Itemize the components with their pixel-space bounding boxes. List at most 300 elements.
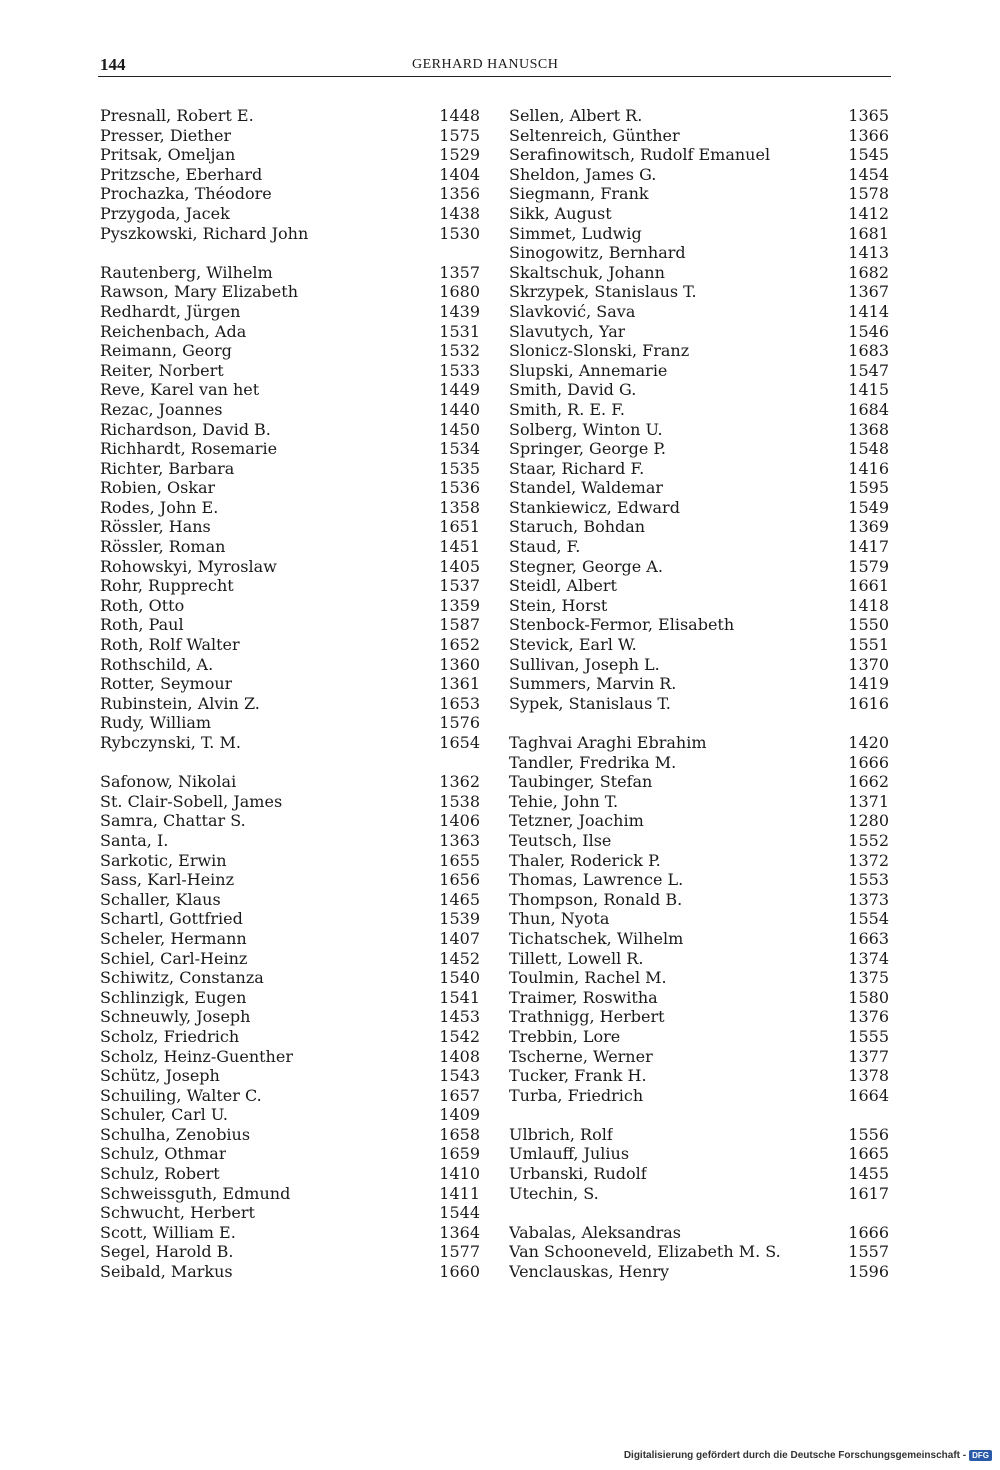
- entry-number: 1681: [848, 223, 889, 243]
- index-entry: [100, 439, 480, 459]
- index-entry: [100, 498, 480, 518]
- index-entry: [100, 537, 480, 557]
- entry-name: Sellen, Albert R.: [509, 106, 643, 125]
- index-entry: [509, 576, 889, 596]
- entry-number: 1557: [848, 1242, 889, 1262]
- entry-name: Richter, Barbara: [100, 458, 235, 478]
- entry-number: 1665: [848, 1144, 889, 1164]
- index-spacer: [509, 713, 889, 733]
- entry-number: 1546: [848, 321, 889, 341]
- index-entry: [509, 792, 889, 812]
- entry-number: 1413: [848, 243, 889, 263]
- entry-name: Solberg, Winton U.: [509, 419, 663, 439]
- index-entry: [100, 635, 480, 655]
- dfg-logo: DFG: [969, 1450, 992, 1461]
- footer-credit-text: Digitalisierung gefördert durch die Deutsche Forschungsgemeinschaft -: [623, 1450, 967, 1461]
- index-entry: [509, 145, 889, 165]
- entry-name: Schiwitz, Constanza: [100, 968, 264, 988]
- entry-name: Scholz, Friedrich: [100, 1026, 240, 1046]
- entry-number: 1680: [439, 282, 480, 302]
- entry-name: Robien, Oskar: [100, 478, 216, 498]
- entry-name: Schulha, Zenobius: [100, 1124, 251, 1144]
- entry-name: Rybczynski, T. M.: [100, 733, 241, 752]
- entry-name: Thaler, Roderick P.: [509, 850, 661, 870]
- entry-number: 1550: [848, 615, 889, 635]
- entry-name: Staruch, Bohdan: [509, 517, 646, 537]
- index-entry: [509, 615, 889, 635]
- entry-name: Rothschild, A.: [100, 654, 214, 674]
- entry-name: Slonicz-Slonski, Franz: [509, 341, 690, 361]
- entry-name: Rohr, Rupprecht: [100, 576, 234, 596]
- index-entry: [509, 282, 889, 302]
- index-entry: [100, 831, 480, 851]
- entry-number: 1587: [439, 615, 480, 635]
- entry-name: Venclauskas, Henry: [509, 1262, 670, 1282]
- entry-name: Umlauff, Julius: [509, 1144, 630, 1164]
- entry-name: Rössler, Roman: [100, 537, 226, 557]
- entry-number: 1666: [848, 1222, 889, 1242]
- entry-name: Richhardt, Rosemarie: [100, 439, 278, 459]
- entry-name: Summers, Marvin R.: [509, 674, 677, 694]
- index-entry: [509, 635, 889, 655]
- index-entry: [100, 282, 480, 302]
- index-entry: [100, 694, 480, 714]
- entry-name: Springer, George P.: [509, 439, 666, 459]
- entry-name: Sinogowitz, Bernhard: [509, 243, 686, 263]
- entry-number: 1654: [439, 733, 480, 752]
- entry-name: Schlinzigk, Eugen: [100, 987, 247, 1007]
- entry-number: 1663: [848, 928, 889, 948]
- entry-name: Vabalas, Aleksandras: [509, 1222, 681, 1242]
- index-entry: [100, 1105, 480, 1125]
- index-entry: [509, 1066, 889, 1086]
- index-entry: [509, 126, 889, 146]
- entry-number: 1375: [848, 968, 889, 988]
- entry-number: 1653: [439, 693, 480, 713]
- entry-number: 1575: [439, 125, 480, 145]
- index-entry: [509, 243, 889, 263]
- entry-name: Sypek, Stanislaus T.: [509, 693, 671, 713]
- entry-name: Santa, I.: [100, 830, 169, 850]
- entry-number: 1405: [439, 556, 480, 576]
- index-spacer: [100, 753, 480, 773]
- entry-number: 1364: [439, 1222, 480, 1242]
- index-entry: [100, 890, 480, 910]
- entry-name: Presnall, Robert E.: [100, 106, 254, 125]
- index-entry: [509, 851, 889, 871]
- index-entry: [100, 792, 480, 812]
- entry-number: 1551: [848, 635, 889, 655]
- entry-name: Simmet, Ludwig: [509, 223, 642, 243]
- entry-number: 1554: [848, 909, 889, 929]
- entry-number: 1374: [848, 948, 889, 968]
- entry-name: Traimer, Roswitha: [509, 987, 658, 1007]
- index-entry: [100, 1144, 480, 1164]
- entry-number: 1419: [848, 674, 889, 694]
- entry-name: Trebbin, Lore: [509, 1026, 621, 1046]
- entry-name: Samra, Chattar S.: [100, 811, 246, 831]
- entry-number: 1595: [848, 478, 889, 498]
- index-entry: [100, 811, 480, 831]
- entry-number: 1455: [848, 1164, 889, 1184]
- entry-number: 1366: [848, 125, 889, 145]
- entry-number: 1537: [439, 576, 480, 596]
- entry-name: Tetzner, Joachim: [509, 811, 644, 831]
- header-rule: [98, 76, 891, 77]
- entry-number: 1531: [439, 321, 480, 341]
- index-entry: [509, 1223, 889, 1243]
- index-entry: [509, 831, 889, 851]
- entry-number: 1363: [439, 830, 480, 850]
- entry-name: Slavutych, Yar: [509, 321, 626, 341]
- entry-number: 1451: [439, 537, 480, 557]
- entry-name: Teutsch, Ilse: [509, 830, 612, 850]
- entry-number: 1416: [848, 458, 889, 478]
- entry-name: Reichenbach, Ada: [100, 321, 247, 341]
- entry-number: 1410: [439, 1164, 480, 1184]
- entry-number: 1361: [439, 674, 480, 694]
- entry-number: 1367: [848, 282, 889, 302]
- index-spacer: [509, 1105, 889, 1125]
- entry-number: 1358: [439, 497, 480, 517]
- index-entry: [100, 1086, 480, 1106]
- entry-name: Rohowskyi, Myroslaw: [100, 556, 277, 576]
- index-entry: [100, 576, 480, 596]
- index-entry: [100, 1242, 480, 1262]
- entry-name: Redhardt, Jürgen: [100, 301, 241, 321]
- entry-number: 1368: [848, 419, 889, 439]
- entry-name: Roth, Paul: [100, 615, 184, 635]
- entry-number: 1580: [848, 987, 889, 1007]
- entry-name: Prochazka, Théodore: [100, 184, 272, 204]
- entry-name: Schartl, Gottfried: [100, 909, 243, 929]
- entry-name: Sheldon, James G.: [509, 164, 657, 184]
- entry-name: Van Schooneveld, Elizabeth M. S.: [509, 1242, 781, 1262]
- index-entry: [509, 1262, 889, 1282]
- entry-name: Rotter, Seymour: [100, 674, 233, 694]
- entry-number: 1370: [848, 654, 889, 674]
- index-entry: [509, 1184, 889, 1204]
- index-entry: [509, 811, 889, 831]
- entry-number: 1530: [439, 223, 480, 243]
- running-head: GERHARD HANUSCH: [412, 57, 559, 72]
- entry-name: Smith, R. E. F.: [509, 399, 625, 419]
- entry-name: Reimann, Georg: [100, 341, 232, 361]
- entry-number: 1596: [848, 1262, 889, 1282]
- entry-name: Schwucht, Herbert: [100, 1203, 255, 1223]
- entry-number: 1369: [848, 517, 889, 537]
- entry-name: Thompson, Ronald B.: [509, 889, 683, 909]
- entry-number: 1371: [848, 791, 889, 811]
- entry-number: 1544: [439, 1203, 480, 1223]
- entry-name: Roth, Otto: [100, 595, 185, 615]
- index-entry: [509, 870, 889, 890]
- entry-name: Thomas, Lawrence L.: [509, 870, 684, 890]
- entry-name: Rubinstein, Alvin Z.: [100, 693, 260, 713]
- index-entry: [509, 694, 889, 714]
- index-entry: [509, 1242, 889, 1262]
- entry-number: 1536: [439, 478, 480, 498]
- index-entry: [509, 1086, 889, 1106]
- entry-number: 1682: [848, 262, 889, 282]
- index-entry: [100, 106, 480, 126]
- index-entry: [100, 1066, 480, 1086]
- entry-number: 1542: [439, 1026, 480, 1046]
- entry-number: 1655: [439, 850, 480, 870]
- index-column-left: [100, 106, 480, 1282]
- entry-name: Roth, Rolf Walter: [100, 635, 240, 655]
- index-entry: [100, 988, 480, 1008]
- entry-name: Przygoda, Jacek: [100, 203, 230, 223]
- index-entry: [100, 1125, 480, 1145]
- entry-name: Rezac, Joannes: [100, 399, 223, 419]
- entry-number: 1411: [439, 1183, 480, 1203]
- index-entry: [509, 1047, 889, 1067]
- entry-number: 1404: [439, 164, 480, 184]
- index-entry: [100, 1203, 480, 1223]
- entry-number: 1579: [848, 556, 889, 576]
- index-entry: [509, 322, 889, 342]
- index-entry: [100, 968, 480, 988]
- entry-number: 1362: [439, 772, 480, 792]
- entry-name: Reve, Karel van het: [100, 380, 260, 400]
- entry-number: 1577: [439, 1242, 480, 1262]
- index-entry: [509, 1164, 889, 1184]
- entry-number: 1412: [848, 203, 889, 223]
- index-entry: [509, 341, 889, 361]
- entry-number: 1533: [439, 360, 480, 380]
- entry-number: 1409: [439, 1105, 480, 1125]
- entry-number: 1420: [848, 733, 889, 752]
- index-entry: [509, 968, 889, 988]
- entry-number: 1684: [848, 399, 889, 419]
- index-entry: [509, 420, 889, 440]
- entry-name: Slupski, Annemarie: [509, 360, 668, 380]
- index-entry: [509, 890, 889, 910]
- entry-name: Serafinowitsch, Rudolf Emanuel: [509, 145, 771, 165]
- index-entry: [100, 1047, 480, 1067]
- index-entry: [509, 949, 889, 969]
- index-entry: [100, 184, 480, 204]
- index-entry: [100, 380, 480, 400]
- entry-number: 1661: [848, 576, 889, 596]
- entry-name: Reiter, Norbert: [100, 360, 224, 380]
- index-entry: [100, 557, 480, 577]
- entry-name: Staar, Richard F.: [509, 458, 645, 478]
- index-entry: [100, 302, 480, 322]
- entry-name: Skaltschuk, Johann: [509, 262, 665, 282]
- entry-name: Taubinger, Stefan: [509, 772, 653, 792]
- entry-number: 1415: [848, 380, 889, 400]
- entry-name: Skrzypek, Stanislaus T.: [509, 282, 697, 302]
- entry-name: Schweissguth, Edmund: [100, 1183, 291, 1203]
- index-entry: [509, 478, 889, 498]
- entry-number: 1408: [439, 1046, 480, 1066]
- entry-number: 1450: [439, 419, 480, 439]
- index-entry: [509, 263, 889, 283]
- entry-name: Rodes, John E.: [100, 497, 219, 517]
- entry-name: Toulmin, Rachel M.: [509, 968, 667, 988]
- entry-name: Siegmann, Frank: [509, 184, 649, 204]
- index-entry: [100, 655, 480, 675]
- entry-number: 1465: [439, 889, 480, 909]
- index-entry: [509, 224, 889, 244]
- index-entry: [100, 459, 480, 479]
- entry-name: Trathnigg, Herbert: [509, 1007, 665, 1027]
- entry-name: Segel, Harold B.: [100, 1242, 234, 1262]
- entry-number: 1548: [848, 439, 889, 459]
- index-entry: [100, 615, 480, 635]
- entry-name: Rawson, Mary Elizabeth: [100, 282, 298, 302]
- index-entry: [100, 1164, 480, 1184]
- entry-number: 1376: [848, 1007, 889, 1027]
- entry-name: Tandler, Fredrika M.: [509, 752, 677, 772]
- entry-number: 1452: [439, 948, 480, 968]
- index-entry: [100, 145, 480, 165]
- entry-number: 1656: [439, 870, 480, 890]
- entry-number: 1549: [848, 497, 889, 517]
- index-entry: [100, 1027, 480, 1047]
- entry-number: 1555: [848, 1026, 889, 1046]
- entry-name: Schiel, Carl-Heinz: [100, 948, 248, 968]
- entry-name: Schuiling, Walter C.: [100, 1085, 262, 1105]
- entry-name: Seltenreich, Günther: [509, 125, 680, 145]
- index-entry: [509, 1007, 889, 1027]
- index-column-right: [509, 106, 889, 1282]
- index-entry: [509, 361, 889, 381]
- index-entry: [100, 322, 480, 342]
- index-entry: [100, 420, 480, 440]
- index-entry: [100, 517, 480, 537]
- index-entry: [100, 772, 480, 792]
- index-entry: [509, 753, 889, 773]
- index-entry: [100, 851, 480, 871]
- entry-number: 1662: [848, 772, 889, 792]
- entry-number: 1652: [439, 635, 480, 655]
- index-entry: [100, 949, 480, 969]
- entry-name: Staud, F.: [509, 537, 581, 557]
- entry-number: 1407: [439, 928, 480, 948]
- entry-name: Scholz, Heinz-Guenther: [100, 1046, 293, 1066]
- entry-number: 1666: [848, 752, 889, 772]
- entry-name: Ulbrich, Rolf: [509, 1124, 613, 1144]
- entry-number: 1418: [848, 595, 889, 615]
- index-entry: [509, 655, 889, 675]
- entry-name: Pritsak, Omeljan: [100, 145, 236, 165]
- entry-number: 1660: [439, 1262, 480, 1282]
- index-entry: [100, 1184, 480, 1204]
- entry-name: Richardson, David B.: [100, 419, 271, 439]
- entry-number: 1453: [439, 1007, 480, 1027]
- index-entry: [509, 302, 889, 322]
- index-entry: [100, 870, 480, 890]
- entry-name: Scott, William E.: [100, 1222, 236, 1242]
- entry-name: Urbanski, Rudolf: [509, 1164, 647, 1184]
- index-entry: [100, 361, 480, 381]
- entry-number: 1373: [848, 889, 889, 909]
- entry-name: Schuler, Carl U.: [100, 1105, 228, 1125]
- index-entry: [100, 1223, 480, 1243]
- entry-name: Stevick, Earl W.: [509, 635, 637, 655]
- entry-name: Rössler, Hans: [100, 517, 211, 537]
- index-entry: [509, 380, 889, 400]
- entry-number: 1454: [848, 164, 889, 184]
- entry-number: 1438: [439, 203, 480, 223]
- entry-name: Presser, Diether: [100, 125, 232, 145]
- entry-number: 1553: [848, 870, 889, 890]
- entry-number: 1539: [439, 909, 480, 929]
- entry-name: Tichatschek, Wilhelm: [509, 928, 684, 948]
- entry-number: 1576: [439, 713, 480, 733]
- index-entry: [100, 478, 480, 498]
- index-entry: [100, 713, 480, 733]
- entry-name: Sikk, August: [509, 203, 612, 223]
- index-entry: [509, 772, 889, 792]
- entry-name: Tehie, John T.: [509, 791, 619, 811]
- index-entry: [100, 1007, 480, 1027]
- entry-number: 1359: [439, 595, 480, 615]
- entry-name: Sarkotic, Erwin: [100, 850, 227, 870]
- entry-name: Standel, Waldemar: [509, 478, 664, 498]
- entry-number: 1658: [439, 1124, 480, 1144]
- index-entry: [100, 400, 480, 420]
- entry-name: Rudy, William: [100, 713, 212, 733]
- index-entry: [509, 459, 889, 479]
- entry-name: Stenbock-Fermor, Elisabeth: [509, 615, 735, 635]
- entry-name: Turba, Friedrich: [509, 1085, 644, 1105]
- entry-number: 1547: [848, 360, 889, 380]
- entry-number: 1357: [439, 262, 480, 282]
- entry-name: Thun, Nyota: [509, 909, 610, 929]
- entry-number: 1616: [848, 693, 889, 713]
- entry-number: 1578: [848, 184, 889, 204]
- index-entry: [100, 596, 480, 616]
- entry-number: 1377: [848, 1046, 889, 1066]
- entry-name: Sass, Karl-Heinz: [100, 870, 235, 890]
- entry-name: Safonow, Nikolai: [100, 772, 237, 792]
- entry-name: Sullivan, Joseph L.: [509, 654, 660, 674]
- index-entry: [509, 1144, 889, 1164]
- entry-number: 1538: [439, 791, 480, 811]
- index-entry: [509, 988, 889, 1008]
- footer-credit: [624, 1450, 992, 1461]
- entry-number: 1356: [439, 184, 480, 204]
- index-entry: [100, 263, 480, 283]
- entry-name: Scheler, Hermann: [100, 928, 247, 948]
- entry-name: Taghvai Araghi Ebrahim: [509, 733, 707, 752]
- index-entry: [509, 733, 889, 753]
- index-spacer: [100, 243, 480, 263]
- entry-number: 1535: [439, 458, 480, 478]
- index-entry: [100, 733, 480, 753]
- index-entry: [509, 439, 889, 459]
- entry-name: Schulz, Othmar: [100, 1144, 227, 1164]
- entry-name: Tscherne, Werner: [509, 1046, 653, 1066]
- entry-number: 1365: [848, 106, 889, 125]
- index-entry: [509, 1125, 889, 1145]
- index-entry: [509, 537, 889, 557]
- entry-number: 1556: [848, 1124, 889, 1144]
- entry-number: 1664: [848, 1085, 889, 1105]
- index-entry: [509, 400, 889, 420]
- entry-name: Stein, Horst: [509, 595, 608, 615]
- entry-name: Schaller, Klaus: [100, 889, 221, 909]
- index-entry: [509, 106, 889, 126]
- entry-name: Pritzsche, Eberhard: [100, 164, 263, 184]
- index-entry: [509, 498, 889, 518]
- entry-number: 1406: [439, 811, 480, 831]
- entry-number: 1659: [439, 1144, 480, 1164]
